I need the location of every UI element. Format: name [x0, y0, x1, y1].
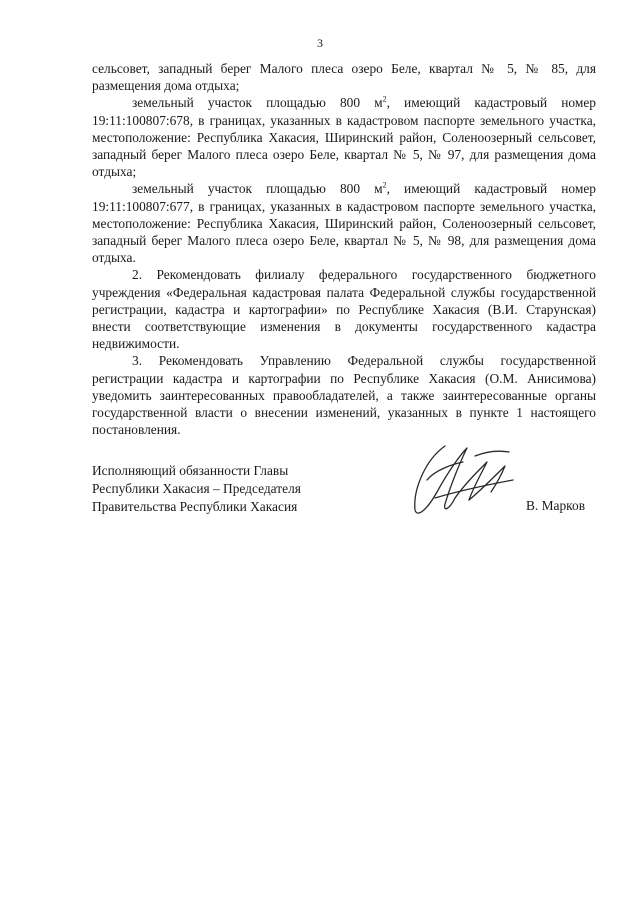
- page-number: 3: [317, 36, 323, 50]
- paragraph-continuation: сельсовет, западный берег Малого плеса озеро Беле, квартал № 5, № 85, для размещения дома отдыха;: [92, 61, 596, 94]
- paragraph-item-2: 2. Рекомендовать филиалу федерального государственного бюджетного учреждения «Федеральная кадастровая палата Федеральной службы государственной регистрации, кадастра и картографии» по Республике Хакасия (В.И. Старунская) внести соответствующие изменения в документы государственного кадастра недвижимости.: [92, 267, 596, 352]
- paragraph-text: , имеющий кадастровый номер 19:11:100807:678, в границах, указанных в кадастровом паспорте земельного участка, местоположение: Республика Хакасия, Ширинский район, Соленоозерный сельсовет, западный берег Малого плеса озеро Беле, квартал № 5, № 97, для размещения дома отдыха;: [92, 95, 596, 180]
- paragraph-land-plot-678: [92, 94, 596, 180]
- document-body: [92, 60, 596, 438]
- signatory-title-line: Правительства Республики Хакасия: [92, 499, 298, 514]
- paragraph-land-plot-677: [92, 180, 596, 266]
- paragraph-item-3: 3. Рекомендовать Управлению Федеральной службы государственной регистрации кадастра и картографии по Республике Хакасия (О.М. Анисимова) уведомить заинтересованных правообладателей, а также заинтересованные органы государственной власти о внесении изменений, указанных в пункте 1 настоящего постановления.: [92, 353, 596, 438]
- paragraph-text: земельный участок площадью 800 м: [132, 181, 383, 197]
- superscript: 2: [382, 94, 387, 104]
- signer-name: В. Марков: [526, 498, 586, 513]
- paragraph-text: земельный участок площадью 800 м: [132, 95, 383, 111]
- signatory-title-line: Республики Хакасия – Председателя: [92, 481, 301, 496]
- signatory-block: [92, 462, 301, 516]
- paragraph-text: , имеющий кадастровый номер 19:11:100807:677, в границах, указанных в кадастровом паспорте земельного участка, местоположение: Республика Хакасия, Ширинский район, Соленоозерный сельсовет, западный берег Малого плеса озеро Беле, квартал № 5, № 98, для размещения дома отдыха.: [92, 181, 596, 266]
- signatory-title-line: Исполняющий обязанности Главы: [92, 463, 289, 478]
- signature-icon: [405, 440, 525, 520]
- superscript: 2: [382, 180, 387, 190]
